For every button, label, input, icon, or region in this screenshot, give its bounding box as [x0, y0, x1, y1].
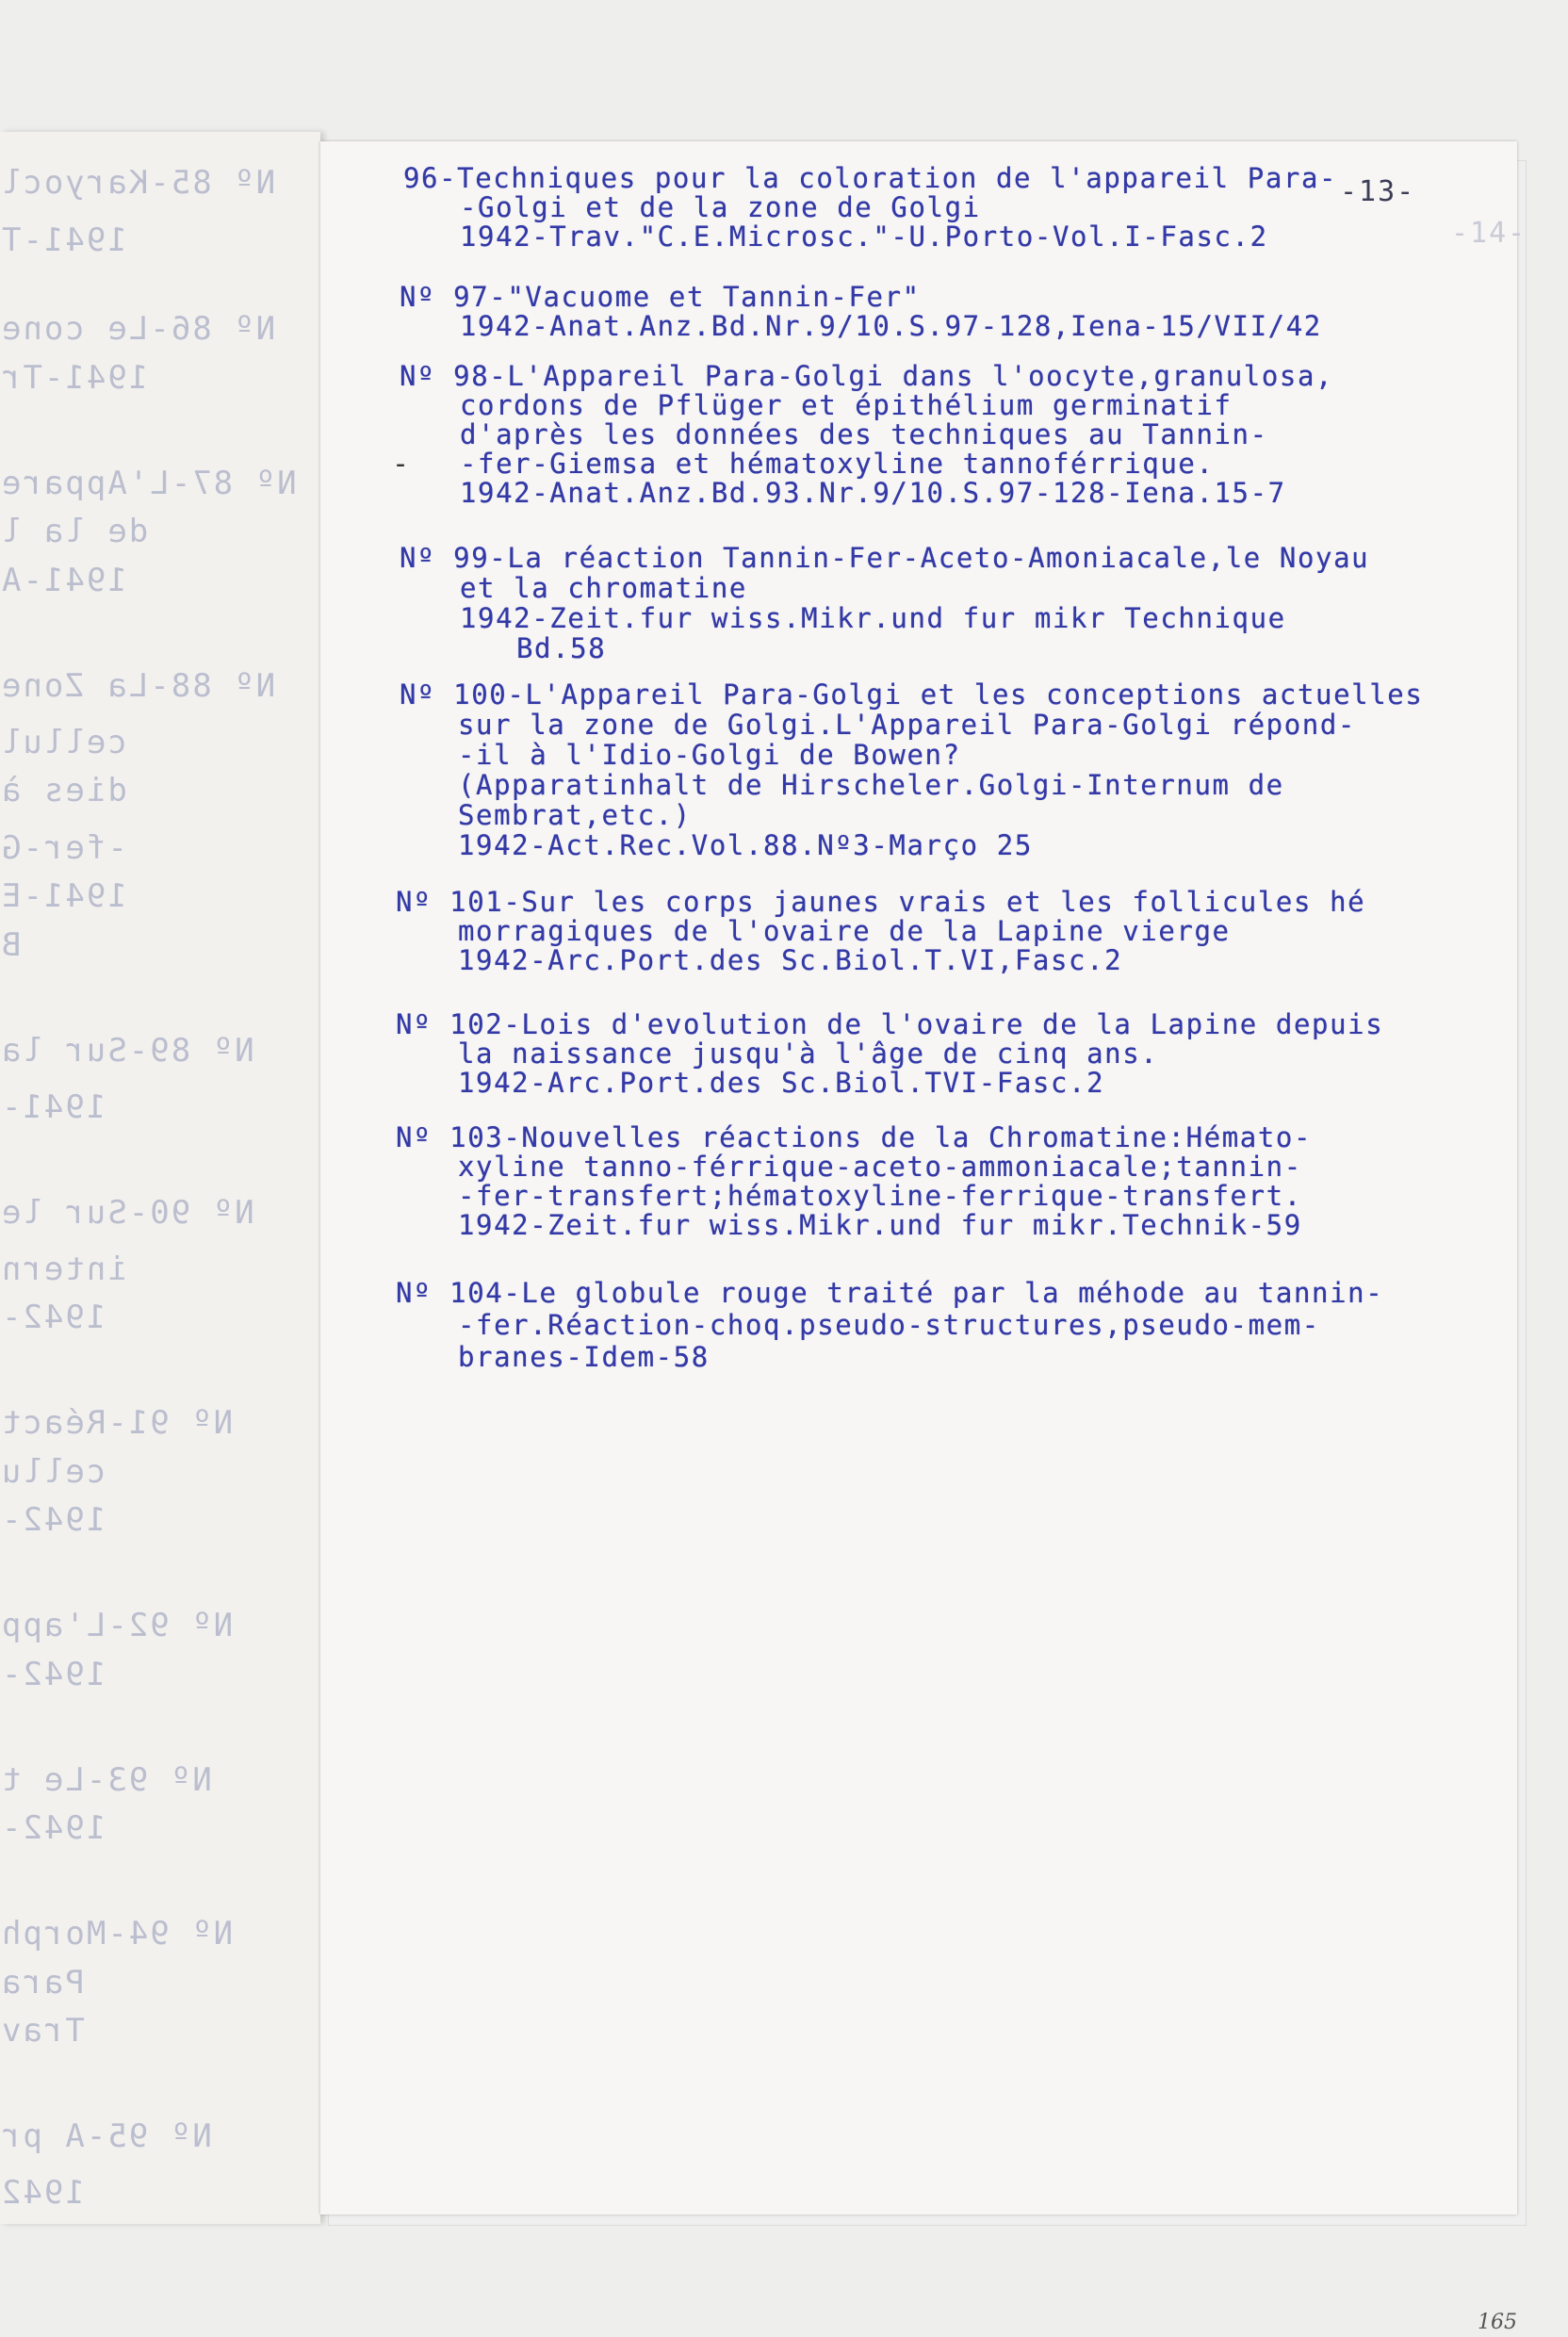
entry-line: la naissance jusqu'à l'âge de cinq ans. [458, 1038, 1159, 1070]
bleed-through-text: Nº 93-Le t [0, 1760, 212, 1799]
entry-title-line: Nº 98-L'Appareil Para-Golgi dans l'oocyte,granulosa, [400, 360, 1334, 392]
bleed-through-text: 1942- [0, 1655, 106, 1693]
entry-line: -Golgi et de la zone de Golgi [460, 191, 981, 223]
entry-title-line: Nº 100-L'Appareil Para-Golgi et les conceptions actuelles [400, 678, 1424, 711]
margin-mark: - [392, 448, 410, 481]
bleed-through-text: cellul [0, 723, 127, 761]
entry-line: 1942-Act.Rec.Vol.88.Nº3-Março 25 [458, 829, 1033, 861]
entry-line: d'après les données des techniques au Tannin- [460, 418, 1268, 450]
entry-line: sur la zone de Golgi.L'Appareil Para-Golgi répond- [458, 709, 1356, 741]
bleed-through-text: de la l [0, 513, 149, 551]
bleed-through-text: 1941-T [0, 221, 127, 259]
entry-line: branes-Idem-58 [458, 1341, 710, 1373]
bleed-through-text: Nº 92-L'app [0, 1607, 234, 1645]
bleed-through-text: B [0, 925, 22, 964]
bleed-through-text: Nº 88-La Zone [0, 666, 276, 705]
entry-title-line: Nº 97-"Vacuome et Tannin-Fer" [400, 281, 921, 313]
bleed-through-text: 1941-Tr [0, 358, 149, 397]
entry-line: -fer.Réaction-choq.pseudo-structures,pseudo-mem- [458, 1309, 1320, 1341]
entry-title-line: Nº 104-Le globule rouge traité par la méhode au tannin- [396, 1277, 1384, 1309]
entry-title-line: Nº 102-Lois d'evolution de l'ovaire de la Lapine depuis [396, 1008, 1384, 1040]
bleed-through-text: intern [0, 1250, 127, 1288]
entry-line: 1942-Zeit.fur wiss.Mikr.und fur mikr Technique [460, 602, 1286, 634]
entry-line: cordons de Pflüger et épithélium germinatif [460, 389, 1233, 421]
entry-line: morragiques de l'ovaire de la Lapine vierge [458, 915, 1231, 947]
bleed-through-text: Nº 89-Sur la [0, 1031, 254, 1070]
entry-line: (Apparatinhalt de Hirscheler.Golgi-Internum de [458, 769, 1284, 801]
bleed-through-text: 1942- [0, 1299, 106, 1337]
page-number: -13- [1340, 175, 1416, 208]
bleed-through-text: -fer-G [0, 828, 127, 867]
entry-line: 1942-Zeit.fur wiss.Mikr.und fur mikr.Technik-59 [458, 1209, 1302, 1241]
bleed-through-text: cellu [0, 1452, 106, 1491]
bleed-through-text: 1942- [0, 1809, 106, 1848]
bleed-through-text: Nº 95-A pr [0, 2117, 212, 2155]
entry-title-line: 96-Techniques pour la coloration de l'appareil Para- [403, 162, 1338, 194]
entry-line: et la chromatine [460, 572, 747, 604]
previous-page [0, 132, 320, 2224]
entry-line: -il à l'Idio-Golgi de Bowen? [458, 739, 961, 771]
bleed-through-text: 1941- [0, 1087, 106, 1126]
ghost-page-number: -14- [1451, 217, 1527, 250]
entry-title-line: Nº 101-Sur les corps jaunes vrais et les follicules hé [396, 886, 1366, 918]
bleed-through-text: 1941-A [0, 561, 127, 599]
bleed-through-text: Nº 85-Karyocl [0, 164, 276, 203]
document-page [320, 141, 1527, 2214]
bleed-through-text: dies à [0, 772, 127, 810]
entry-line: 1942-Arc.Port.des Sc.Biol.TVI-Fasc.2 [458, 1067, 1105, 1099]
bleed-through-text: Nº 91-Réact [0, 1404, 234, 1443]
entry-title-line: Nº 103-Nouvelles réactions de la Chromatine:Hémato- [396, 1121, 1313, 1153]
entry-line: Sembrat,etc.) [458, 799, 692, 831]
bleed-through-text: 1941-E [0, 877, 127, 916]
entry-line: 1942-Trav."C.E.Microsc."-U.Porto-Vol.I-Fasc.2 [460, 221, 1268, 253]
entry-line: -fer-Giemsa et hématoxyline tannoférrique. [460, 448, 1215, 480]
entry-line: Bd.58 [516, 632, 607, 664]
bleed-through-text: Para [0, 1963, 85, 2002]
entry-line: xyline tanno-férrique-aceto-ammoniacale;tannin- [458, 1151, 1302, 1183]
bleed-through-text: Nº 86-Le cone [0, 310, 276, 349]
entry-line: 1942-Anat.Anz.Bd.Nr.9/10.S.97-128,Iena-15/VII/42 [460, 310, 1322, 342]
bleed-through-text: Nº 87-L'Appare [0, 464, 297, 502]
entry-title-line: Nº 99-La réaction Tannin-Fer-Aceto-Amoniacale,le Noyau [400, 542, 1370, 574]
bleed-through-text: Nº 94-Morph [0, 1915, 234, 1953]
bleed-through-text: Trav [0, 2012, 85, 2051]
bleed-through-text: 1942 [0, 2174, 85, 2213]
entry-line: 1942-Arc.Port.des Sc.Biol.T.VI,Fasc.2 [458, 944, 1123, 976]
entry-line: 1942-Anat.Anz.Bd.93.Nr.9/10.S.97-128-Iena.15-7 [460, 477, 1286, 509]
entry-line: -fer-transfert;hématoxyline-ferrique-transfert. [458, 1180, 1302, 1212]
bleed-through-text: 1942- [0, 1501, 106, 1540]
handwritten-page-annotation: 165 [1478, 2311, 1517, 2334]
bleed-through-text: Nº 90-Sur le [0, 1193, 254, 1232]
